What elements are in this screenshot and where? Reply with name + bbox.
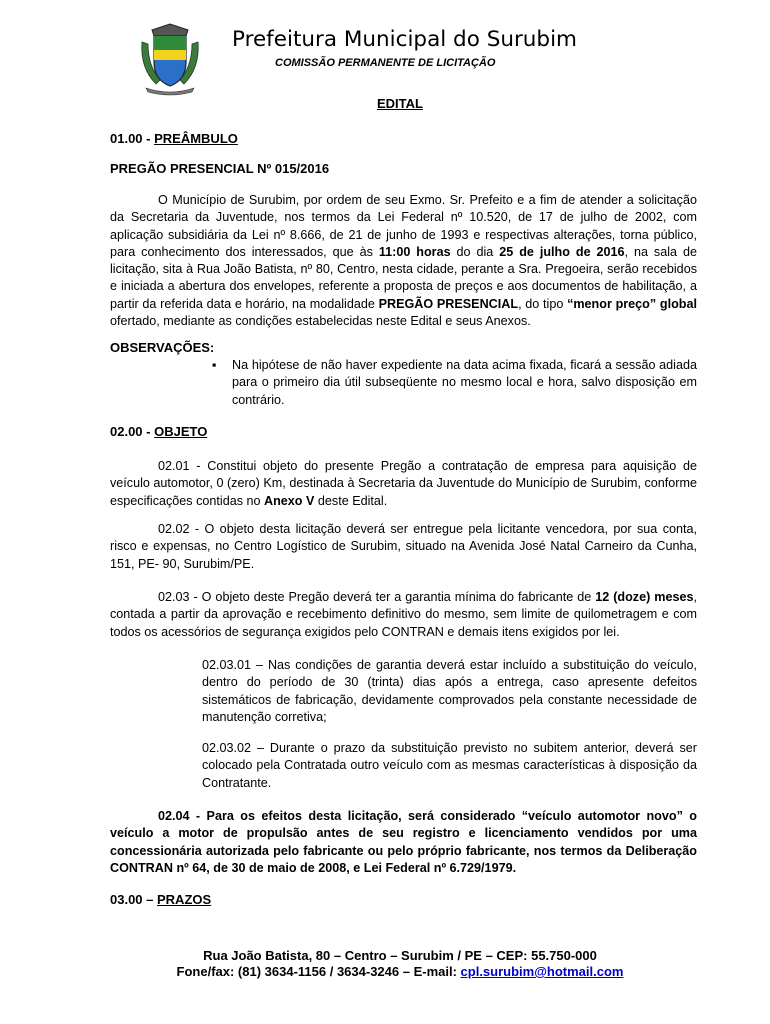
- coat-of-arms-logo: [138, 22, 202, 96]
- bullet-icon: ▪: [212, 358, 217, 372]
- paragraph-02-01: 02.01 - Constitui objeto do presente Pregão a contratação de empresa para aquisição de veículo automotor, 0 (zero) Km, destinada à Secretaria da Juventude do Município de Surubim, conforme especificações contidas no Anexo V deste Edital.: [110, 459, 697, 508]
- email-link[interactable]: cpl.surubim@hotmail.com: [460, 964, 624, 979]
- paragraph-02-02: 02.02 - O objeto desta licitação deverá ser entregue pela licitante vencedora, por sua conta, risco e expensas, no Centro Logístico de Surubim, situado na Avenida José Natal Carneiro da Cunha, 151, PE- 90, Surubim/PE.: [110, 522, 697, 571]
- footer-address: Rua João Batista, 80 – Centro – Surubim / PE – CEP: 55.750-000: [203, 948, 597, 963]
- section-title: PREÂMBULO: [154, 131, 238, 146]
- footer-phone: Fone/fax: (81) 3634-1156 / 3634-3246 – E-mail:: [176, 964, 461, 979]
- observacoes-text: Na hipótese de não haver expediente na data acima fixada, ficará a sessão adiada para o primeiro dia útil subseqüente no mesmo local e hora, salvo disposição em contrário.: [232, 358, 697, 407]
- paragraph-02-03-02: 02.03.02 – Durante o prazo da substituição previsto no subitem anterior, deverá ser colocado pela Contratada outro veículo com as mesmas características à disposição da Contratante.: [202, 741, 697, 790]
- section-01-heading: [110, 131, 238, 146]
- paragraph-02-04: 02.04 - Para os efeitos desta licitação, será considerado “veículo automotor novo” o veículo a motor de propulsão antes de seu registro e licenciamento vendidos por uma concessionária autorizada pelo fabricante ou pelo próprio fabricante, nos termos da Deliberação CONTRAN nº 64, de 30 de maio de 2008, e Lei Federal nº 6.729/1979.: [110, 809, 697, 875]
- section-number: 01.00 -: [110, 131, 155, 146]
- paragraph-02-03-01: 02.03.01 – Nas condições de garantia deverá estar incluído a substituição do veículo, dentro do período de 30 (trinta) dias após a entrega, caso apresente defeitos sistemáticos de fabricação, devidamente comprovados pela constante necessidade de manutenção corretiva;: [202, 658, 697, 724]
- preamble-paragraph: O Município de Surubim, por ordem de seu Exmo. Sr. Prefeito e a fim de atender a solicitação da Secretaria da Juventude, nos termos da Lei Federal nº 10.520, de 17 de julho de 2002, com aplicação subsidiária da Lei nº 8.666, de 21 de junho de 1993 e respectivas alterações, torna público, para conhecimento dos interessados, que às 11:00 horas do dia 25 de julho de 2016, na sala de licitação, sita à Rua João Batista, nº 80, Centro, nesta cidade, perante a Sra. Pregoeira, serão recebidos e iniciada a abertura dos envelopes, referente a proposta de preços e aos documentos de habilitação, a partir da referida data e horário, na modalidade PREGÃO PRESENCIAL, do tipo “menor preço” global ofertado, mediante as condições estabelecidas neste Edital e seus Anexos.: [110, 193, 697, 329]
- footer-contact: [0, 964, 770, 979]
- section-title: OBJETO: [154, 424, 208, 439]
- document-title: EDITAL: [377, 96, 423, 111]
- page-header-title: Prefeitura Municipal do Surubim: [232, 27, 577, 52]
- section-number: 02.00 -: [110, 424, 155, 439]
- section-02-heading: [110, 424, 207, 439]
- section-title: PRAZOS: [157, 892, 212, 907]
- paragraph-02-03: 02.03 - O objeto deste Pregão deverá ter a garantia mínima do fabricante de 12 (doze) meses, contada a partir da aprovação e recebimento definitivo do mesmo, sem limite de quilometragem e com todos os acessórios de segurança exigidos pelo CONTRAN e demais itens exigidos por lei.: [110, 590, 697, 639]
- page-header-subtitle: COMISSÃO PERMANENTE DE LICITAÇÃO: [275, 57, 496, 69]
- section-number: 03.00 –: [110, 892, 157, 907]
- observacoes-heading: OBSERVAÇÕES:: [110, 340, 215, 355]
- observacoes-list-item: [212, 357, 697, 409]
- section-03-heading: [110, 892, 211, 907]
- pregao-heading: PREGÃO PRESENCIAL Nº 015/2016: [110, 161, 330, 176]
